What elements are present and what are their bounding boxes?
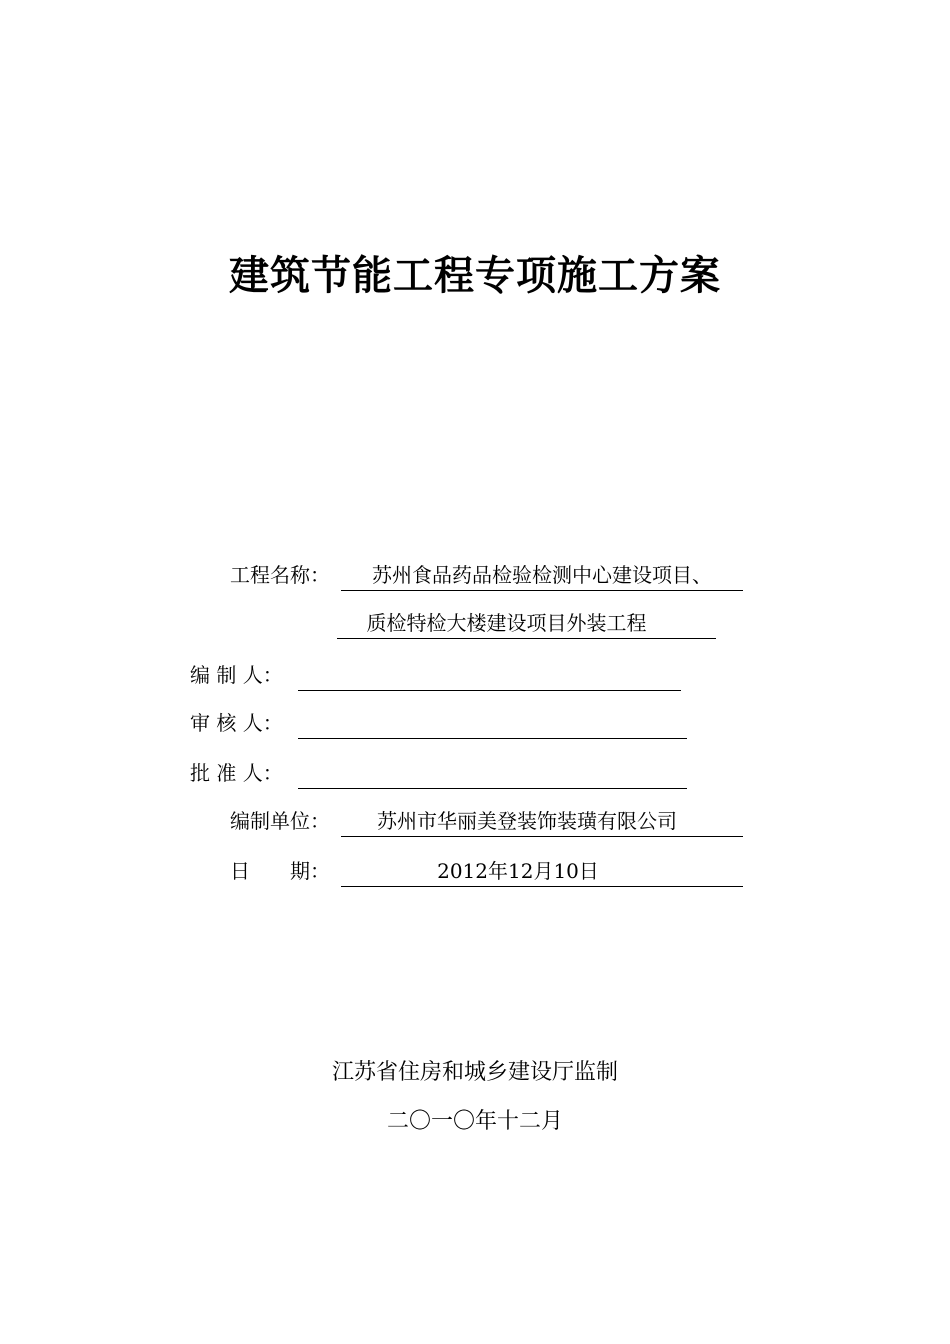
unit-line bbox=[341, 806, 743, 837]
unit-row bbox=[230, 806, 750, 836]
project-name-row bbox=[230, 560, 750, 590]
approver-label: 批 准 人： bbox=[190, 761, 283, 785]
unit-label: 编制单位： bbox=[230, 809, 330, 833]
project-name-line-2 bbox=[337, 608, 716, 639]
reviewer-row bbox=[190, 708, 690, 738]
document-title: 建筑节能工程专项施工方案 bbox=[229, 253, 721, 299]
approver-signature-line bbox=[298, 758, 687, 789]
date-value: 2012年12月10日 bbox=[437, 859, 599, 883]
issuer-text: 江苏省住房和城乡建设厅监制 bbox=[331, 1060, 618, 1085]
reviewer-signature-line bbox=[298, 708, 687, 739]
date-label: 日 期： bbox=[230, 859, 330, 883]
unit-value: 苏州市华丽美登装饰装璜有限公司 bbox=[377, 809, 677, 833]
date-row bbox=[230, 856, 750, 886]
project-name-row-2 bbox=[337, 608, 717, 638]
editor-signature-line bbox=[298, 660, 681, 691]
approver-row bbox=[190, 758, 690, 788]
project-name-line-1 bbox=[341, 560, 743, 591]
editor-row bbox=[190, 660, 690, 690]
project-name-label: 工程名称： bbox=[230, 563, 330, 587]
project-name-value-line-1: 苏州食品药品检验检测中心建设项目、 bbox=[372, 563, 712, 587]
project-name-value-line-2: 质检特检大楼建设项目外装工程 bbox=[366, 611, 647, 635]
editor-label: 编 制 人： bbox=[190, 663, 283, 687]
date-line bbox=[341, 856, 743, 887]
reviewer-label: 审 核 人： bbox=[190, 711, 283, 735]
issue-date-text: 二〇一〇年十二月 bbox=[386, 1109, 563, 1134]
